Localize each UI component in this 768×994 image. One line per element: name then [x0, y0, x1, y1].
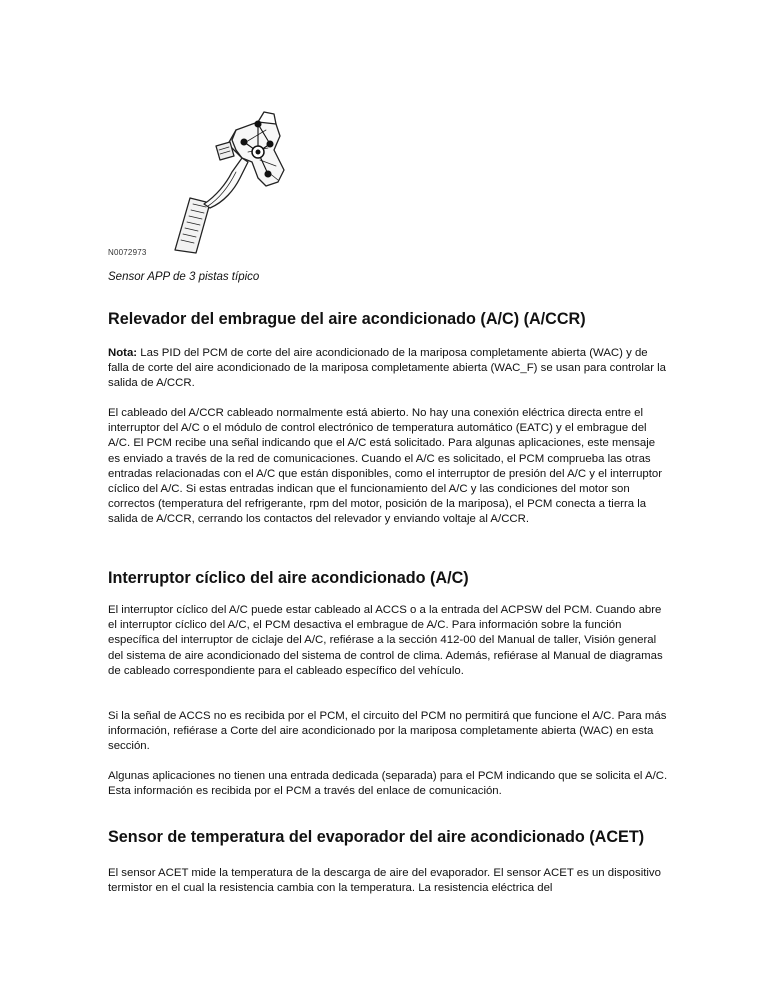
- paragraph: El interruptor cíclico del A/C puede estar cableado al ACCS o a la entrada del ACPSW del PCM. Cuando abre el interruptor cíclico del A/C, el PCM desactiva el embrague de A/C. Para información sobre la función específica del interruptor de ciclaje del A/C, refiérase a la sección 412-00 del Manual de taller, Visión general del sistema de aire acondicionado del sistema de control de clima. Además, refiérase al Manual de diagramas de cableado correspondiente para el cableado específico del vehículo.: [108, 604, 663, 677]
- section-heading-accr: Relevador del embrague del aire acondicionado (A/C) (A/CCR): [108, 310, 586, 328]
- figure-code: N0072973: [108, 248, 147, 257]
- note-paragraph: [108, 346, 668, 392]
- note-text: Las PID del PCM de corte del aire acondicionado de la mariposa completamente abierta (WAC) y de falla de corte del aire acondicionado de la mariposa completamente abierta (WAC_F) se usan para controlar la salida de A/CCR.: [108, 347, 667, 390]
- section-heading-acet-sensor: Sensor de temperatura del evaporador del aire acondicionado (ACET): [108, 828, 645, 846]
- note-label: Nota:: [108, 347, 138, 359]
- paragraph: Algunas aplicaciones no tienen una entrada dedicada (separada) para el PCM indicando que se solicita el A/C. Esta información es recibida por el PCM a través del enlace de comunicación.: [108, 770, 668, 798]
- app-sensor-pedal-illustration: [108, 100, 308, 262]
- section-heading-cycling-switch: Interruptor cíclico del aire acondicionado (A/C): [108, 569, 469, 587]
- paragraph: Si la señal de ACCS no es recibida por el PCM, el circuito del PCM no permitirá que funcione el A/C. Para más información, refiérase a Corte del aire acondicionado por la mariposa completamente abierta (WAC) en esta sección.: [108, 710, 667, 753]
- paragraph: El cableado del A/CCR cableado normalmente está abierto. No hay una conexión eléctrica directa entre el interruptor del A/C o el módulo de control electrónico de temperatura automático (EATC) y el embrague del A/C. El PCM recibe una señal indicando que el A/C está solicitado. Para algunas aplicaciones, este mensaje es enviado a través de la red de comunicaciones. Cuando el A/C es solicitado, el PCM comprueba las otras entradas relacionadas con el A/C que están disponibles, como el interruptor de presión del A/C y el interruptor cíclico del A/C. Si estas entradas indican que el funcionamiento del A/C y las condiciones del motor son correctos (temperatura del refrigerante, rpm del motor, posición de la mariposa), el PCM conecta a tierra la salida de A/CCR, cerrando los contactos del relevador y enviando voltaje al A/CCR.: [108, 407, 663, 526]
- paragraph: El sensor ACET mide la temperatura de la descarga de aire del evaporador. El sensor ACET es un dispositivo termistor en el cual la resistencia cambia con la temperatura. La resistencia eléctrica del: [108, 867, 661, 895]
- figure-caption: Sensor APP de 3 pistas típico: [108, 271, 260, 283]
